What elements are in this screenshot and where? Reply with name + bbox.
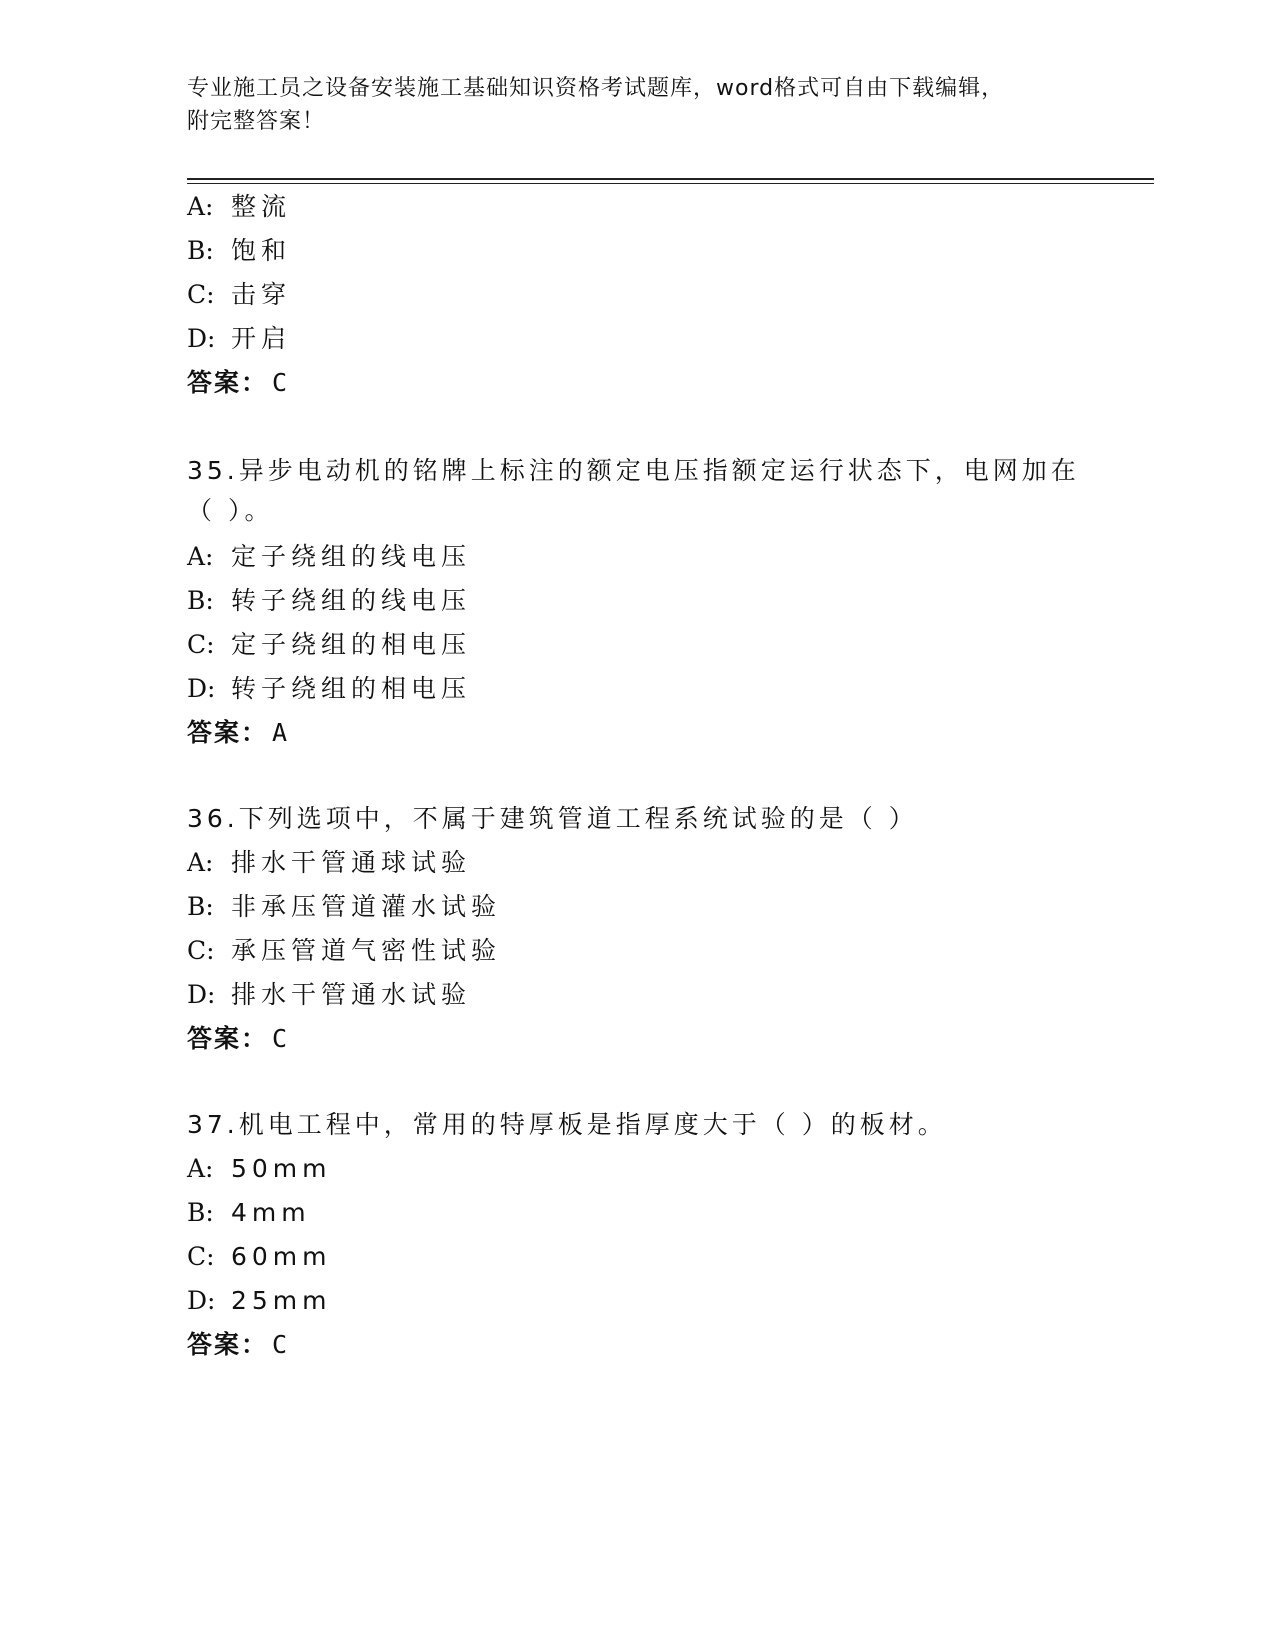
option-label: C:	[187, 936, 215, 965]
option-label: A:	[187, 848, 214, 877]
q35-option-d	[187, 672, 471, 706]
option-text: 非承压管道灌水试验	[231, 892, 502, 921]
answer-label: 答案：	[187, 1330, 269, 1359]
option-label: C:	[187, 1242, 215, 1271]
option-label: B:	[187, 1198, 214, 1227]
option-text: 定子绕组的线电压	[231, 542, 472, 571]
q36-option-b	[187, 890, 501, 924]
answer-value: C	[272, 1024, 290, 1053]
option-label: B:	[187, 236, 214, 265]
option-label: D:	[187, 980, 216, 1009]
option-label: D:	[187, 324, 216, 353]
q37-answer	[187, 1328, 289, 1362]
q34-answer	[187, 366, 289, 400]
answer-label: 答案：	[187, 718, 269, 747]
document-header	[187, 72, 1087, 138]
option-text: 转子绕组的线电压	[231, 586, 472, 615]
option-label: A:	[187, 542, 214, 571]
option-text: 定子绕组的相电压	[231, 630, 472, 659]
q37-question-line-1: 37.机电工程中，常用的特厚板是指厚度大于（ ）的板材。	[187, 1110, 947, 1139]
q34-option-a	[187, 190, 291, 224]
header-divider-thin	[187, 183, 1154, 184]
option-text: 击穿	[231, 280, 292, 309]
answer-value: C	[272, 1330, 290, 1359]
q34-option-c	[187, 278, 291, 312]
q35-question-line-1: 35.异步电动机的铭牌上标注的额定电压指额定运行状态下，电网加在	[187, 456, 1080, 485]
header-divider-thick	[187, 178, 1154, 180]
option-text: 排水干管通球试验	[231, 848, 472, 877]
q35-option-c	[187, 628, 471, 662]
option-label: B:	[187, 892, 214, 921]
q36-option-c	[187, 934, 501, 968]
option-text: 25mm	[231, 1286, 332, 1315]
answer-value: A	[272, 718, 290, 747]
answer-label: 答案：	[187, 368, 269, 397]
q36-question-line-1: 36.下列选项中，不属于建筑管道工程系统试验的是（ ）	[187, 804, 918, 833]
q35-option-b	[187, 584, 471, 618]
option-label: A:	[187, 1154, 214, 1183]
header-line-2: 附完整答案！	[187, 109, 326, 134]
option-label: A:	[187, 192, 214, 221]
q35-question-line-2: （ ）。	[187, 496, 274, 525]
option-label: D:	[187, 1286, 216, 1315]
q34-option-d	[187, 322, 291, 356]
q37-option-d	[187, 1284, 332, 1318]
option-label: C:	[187, 280, 215, 309]
option-text: 开启	[231, 324, 292, 353]
option-text: 50mm	[231, 1154, 332, 1183]
header-line-1: 专业施工员之设备安装施工基础知识资格考试题库，word格式可自由下载编辑，	[187, 76, 1005, 101]
q36-answer	[187, 1022, 289, 1056]
option-text: 整流	[231, 192, 292, 221]
option-text: 饱和	[231, 236, 292, 265]
q37-option-c	[187, 1240, 332, 1274]
q35-answer	[187, 716, 289, 750]
answer-value: C	[272, 368, 290, 397]
option-text: 4mm	[231, 1198, 311, 1227]
option-text: 60mm	[231, 1242, 332, 1271]
answer-label: 答案：	[187, 1024, 269, 1053]
q34-option-b	[187, 234, 291, 268]
option-text: 排水干管通水试验	[231, 980, 472, 1009]
q36-option-d	[187, 978, 471, 1012]
option-label: C:	[187, 630, 215, 659]
q36-option-a	[187, 846, 471, 880]
option-text: 转子绕组的相电压	[231, 674, 472, 703]
option-label: D:	[187, 674, 216, 703]
q37-option-b	[187, 1196, 311, 1230]
option-label: B:	[187, 586, 214, 615]
q37-option-a	[187, 1152, 332, 1186]
q35-option-a	[187, 540, 471, 574]
option-text: 承压管道气密性试验	[231, 936, 502, 965]
